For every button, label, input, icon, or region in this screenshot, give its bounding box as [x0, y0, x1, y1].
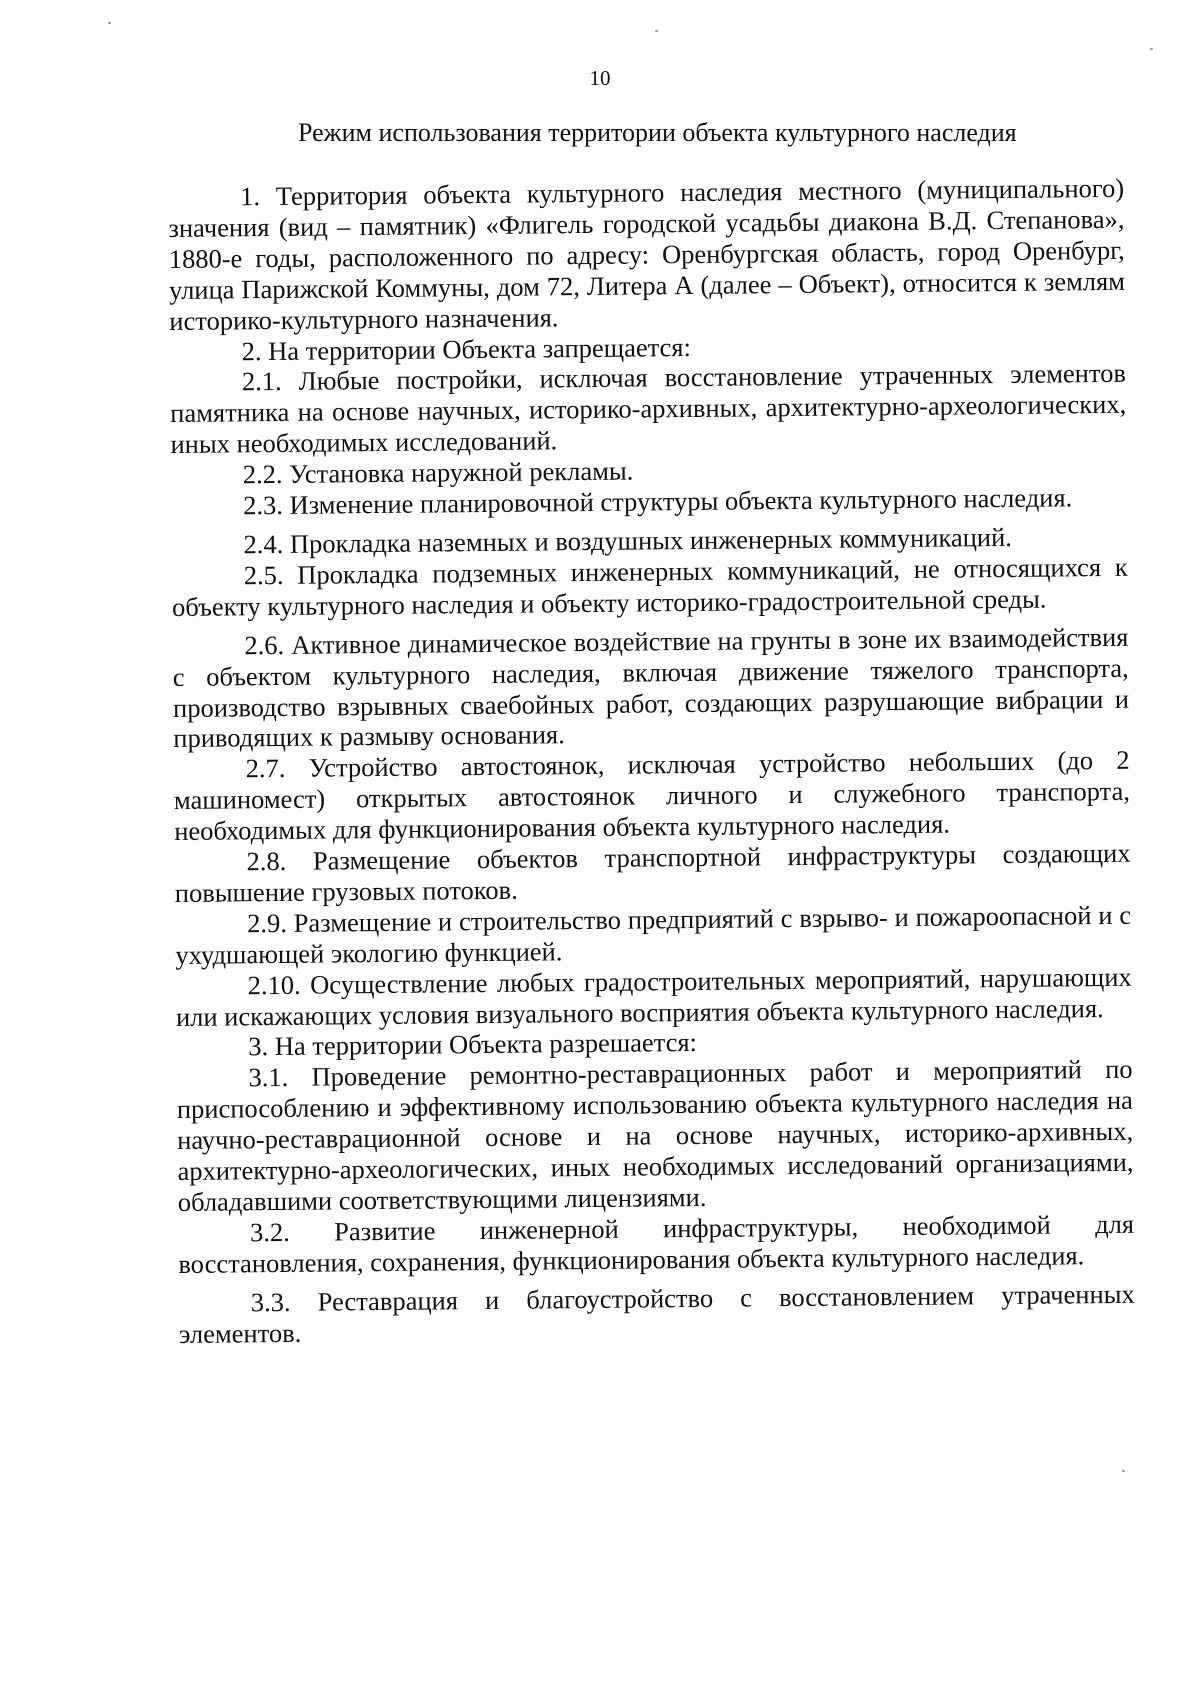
paragraph-2-10: 2.10. Осуществление любых градостроительных мероприятий, нарушающих или искажающих условия визуального восприятия объекта культурного наследия. — [175, 961, 1132, 1032]
paragraph-2-9: 2.9. Размещение и строительство предприятий с взрыво- и пожароопасной и с ухудшающей экологию функцией. — [175, 899, 1132, 970]
paragraph-2-1: 2.1. Любые постройки, исключая восстановление утраченных элементов памятника на основе научных, историко-архивных, архитектурно-археологических, иных необходимых исследований. — [170, 358, 1127, 460]
document-title: Режим использования территории объекта культурного наследия — [298, 118, 1017, 147]
document-body — [168, 173, 1135, 1350]
paragraph-2-4: 2.4. Прокладка наземных и воздушных инженерных коммуникаций. — [243, 521, 1012, 560]
paragraph-3: 3. На территории Объекта разрешается: — [248, 1027, 698, 1062]
paragraph-2-5: 2.5. Прокладка подземных инженерных коммуникаций, не относящихся к объекту культурного наследия и объекту историко-градостроительной среды. — [171, 551, 1128, 622]
paragraph-2: 2. На территории Объекта запрещается: — [241, 331, 691, 366]
paragraph-3-3: 3.3. Реставрация и благоустройство с восстановлением утраченных элементов. — [178, 1278, 1135, 1349]
scan-speck — [1122, 1470, 1125, 1472]
scan-speck — [108, 22, 111, 24]
paragraph-2-2: 2.2. Установка наружной рекламы. — [242, 455, 634, 490]
paragraph-3-2: 3.2. Развитие инженерной инфраструктуры, необходимой для восстановления, сохранения, функционирования объекта культурного наследия. — [178, 1208, 1135, 1279]
paragraph-2-3: 2.3. Изменение планировочной структуры объекта культурного наследия. — [242, 482, 1073, 521]
paragraph-3-1: 3.1. Проведение ремонтно-реставрационных работ и мероприятий по приспособлению и эффективному использованию объекта культурного наследия на научно-реставрационной основе и на основе научных, историко-архивных, архитектурно-археологических, иных необходимых исследований организациями, обладавшими соответствующими лицензиями. — [176, 1054, 1134, 1217]
paragraph-2-8: 2.8. Размещение объектов транспортной инфраструктуры создающих повышение грузовых потоков. — [174, 837, 1131, 908]
scan-speck — [655, 30, 658, 32]
paragraph-2-7: 2.7. Устройство автостоянок, исключая устройство небольших (до 2 машиномест) открытых автостоянок личного и служебного транспорта, необходимых для функционирования объекта культурного наследия. — [173, 745, 1131, 847]
paragraph-2-6: 2.6. Активное динамическое воздействие на грунты в зоне их взаимодействия с объектом культурного наследия, включая движение тяжелого транспорта, производство взрывных свaебойных работ, создающих разрушающие вибрации и приводящих к размыву основания. — [172, 621, 1130, 754]
scan-speck — [1150, 48, 1153, 50]
paragraph-1: 1. Территория объекта культурного наследия местного (муниципального) значения (вид – памятник) «Флигель городской усадьбы диакона В.Д. Степанова», 1880-е годы, расположенного по адресу: Оренбургская область, город Оренбург, улица Парижской Коммуны, дом 72, Литера А (далее – Объект), относится к землям историко-культурного назначения. — [168, 172, 1126, 336]
page-number: 10 — [589, 66, 611, 90]
